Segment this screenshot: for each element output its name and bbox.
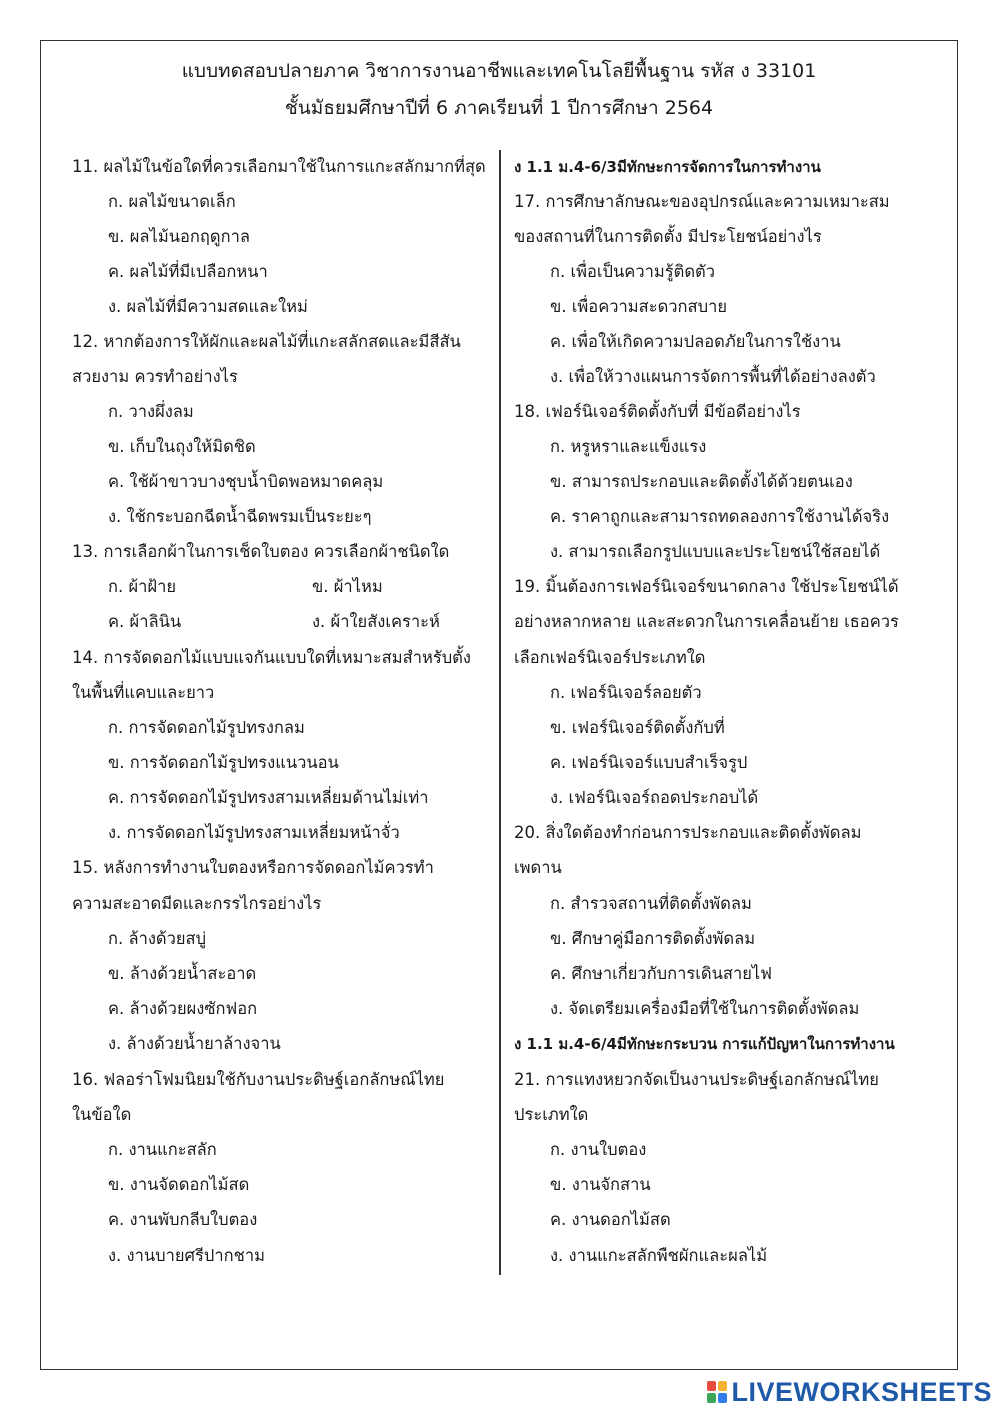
q21-option-c[interactable]: ค. งานดอกไม้สด	[550, 1210, 671, 1229]
question-13: 13. การเลือกผ้าในการเช็ดใบตอง ควรเลือกผ้าชนิดใด	[72, 542, 450, 561]
q17-option-b[interactable]: ข. เพื่อความสะดวกสบาย	[550, 297, 728, 316]
q12-option-c[interactable]: ค. ใช้ผ้าขาวบางชุบน้ำบิดพอหมาดคลุม	[108, 472, 384, 491]
q13-option-a[interactable]: ก. ผ้าฝ้าย	[108, 577, 177, 596]
question-19-cont: อย่างหลากหลาย และสะดวกในการเคลื่อนย้าย เธอควร	[514, 612, 899, 631]
exam-subtitle: ชั้นมัธยมศึกษาปีที่ 6 ภาคเรียนที่ 1 ปีการศึกษา 2564	[284, 97, 714, 119]
question-19-cont2: เลือกเฟอร์นิเจอร์ประเภทใด	[514, 648, 706, 667]
q11-option-c[interactable]: ค. ผลไม้ที่มีเปลือกหนา	[108, 262, 268, 281]
q16-option-a[interactable]: ก. งานแกะสลัก	[108, 1140, 217, 1159]
q18-option-a[interactable]: ก. หรูหราและแข็งแรง	[550, 437, 707, 456]
question-18: 18. เฟอร์นิเจอร์ติดตั้งกับที่ มีข้อดีอย่างไร	[514, 402, 801, 421]
q18-option-c[interactable]: ค. ราคาถูกและสามารถทดลองการใช้งานได้จริง	[550, 507, 890, 526]
q20-option-d[interactable]: ง. จัดเตรียมเครื่องมือที่ใช้ในการติดตั้งพัดลม	[550, 999, 860, 1018]
q21-option-a[interactable]: ก. งานใบตอง	[550, 1140, 647, 1159]
q14-option-a[interactable]: ก. การจัดดอกไม้รูปทรงกลม	[108, 718, 305, 737]
q16-option-c[interactable]: ค. งานพับกลีบใบตอง	[108, 1210, 258, 1229]
question-21: 21. การแทงหยวกจัดเป็นงานประดิษฐ์เอกลักษณ์ไทย	[514, 1070, 879, 1089]
liveworksheets-logo[interactable]	[707, 1377, 992, 1407]
q13-option-d[interactable]: ง. ผ้าใยสังเคราะห์	[312, 612, 440, 631]
question-15: 15. หลังการทำงานใบตองหรือการจัดดอกไม้ควรทำ	[72, 858, 434, 877]
question-14: 14. การจัดดอกไม้แบบแจกันแบบใดที่เหมาะสมสำหรับตั้ง	[72, 648, 471, 667]
q12-option-d[interactable]: ง. ใช้กระบอกฉีดน้ำฉีดพรมเป็นระยะๆ	[108, 507, 372, 526]
q14-option-b[interactable]: ข. การจัดดอกไม้รูปทรงแนวนอน	[108, 753, 339, 772]
q13-option-b[interactable]: ข. ผ้าไหม	[312, 577, 383, 596]
q11-option-d[interactable]: ง. ผลไม้ที่มีความสดและใหม่	[108, 297, 308, 316]
q14-option-c[interactable]: ค. การจัดดอกไม้รูปทรงสามเหลี่ยมด้านไม่เท่า	[108, 788, 429, 807]
q18-option-b[interactable]: ข. สามารถประกอบและติดตั้งได้ด้วยตนเอง	[550, 472, 853, 491]
q21-option-b[interactable]: ข. งานจักสาน	[550, 1175, 651, 1194]
q17-option-a[interactable]: ก. เพื่อเป็นความรู้ติดตัว	[550, 262, 716, 281]
logo-text: LIVEWORKSHEETS	[731, 1376, 992, 1407]
column-divider	[499, 150, 501, 1275]
q21-option-d[interactable]: ง. งานแกะสลักพืชผักและผลไม้	[550, 1246, 768, 1265]
q11-option-b[interactable]: ข. ผลไม้นอกฤดูกาล	[108, 227, 250, 246]
question-16-cont: ในข้อใด	[72, 1105, 132, 1124]
logo-mark-icon	[707, 1381, 727, 1403]
q16-option-d[interactable]: ง. งานบายศรีปากชาม	[108, 1246, 265, 1265]
question-16: 16. ฟลอร่าโฟมนิยมใช้กับงานประดิษฐ์เอกลักษณ์ไทย	[72, 1070, 445, 1089]
question-20-cont: เพดาน	[514, 858, 562, 877]
q18-option-d[interactable]: ง. สามารถเลือกรูปแบบและประโยชน์ใช้สอยได้	[550, 542, 881, 561]
exam-title: แบบทดสอบปลายภาค วิชาการงานอาชีพและเทคโนโลยีพื้นฐาน รหัส ง 33101	[181, 60, 817, 82]
q19-option-d[interactable]: ง. เฟอร์นิเจอร์ถอดประกอบได้	[550, 788, 759, 807]
q13-option-c[interactable]: ค. ผ้าลินิน	[108, 612, 182, 631]
question-20: 20. สิ่งใดต้องทำก่อนการประกอบและติดตั้งพัดลม	[514, 823, 862, 842]
q15-option-a[interactable]: ก. ล้างด้วยสบู่	[108, 929, 207, 948]
question-12: 12. หากต้องการให้ผักและผลไม้ที่แกะสลักสดและมีสีสัน	[72, 332, 461, 351]
q16-option-b[interactable]: ข. งานจัดดอกไม้สด	[108, 1175, 250, 1194]
q15-option-c[interactable]: ค. ล้างด้วยผงซักฟอก	[108, 999, 258, 1018]
question-21-cont: ประเภทใด	[514, 1105, 589, 1124]
q19-option-a[interactable]: ก. เฟอร์นิเจอร์ลอยตัว	[550, 683, 702, 702]
q20-option-c[interactable]: ค. ศึกษาเกี่ยวกับการเดินสายไฟ	[550, 964, 772, 983]
q19-option-c[interactable]: ค. เฟอร์นิเจอร์แบบสำเร็จรูป	[550, 753, 748, 772]
q20-option-a[interactable]: ก. สำรวจสถานที่ติดตั้งพัดลม	[550, 894, 752, 913]
q17-option-d[interactable]: ง. เพื่อให้วางแผนการจัดการพื้นที่ได้อย่างลงตัว	[550, 367, 876, 386]
q15-option-b[interactable]: ข. ล้างด้วยน้ำสะอาด	[108, 964, 257, 983]
q15-option-d[interactable]: ง. ล้างด้วยน้ำยาล้างจาน	[108, 1034, 281, 1053]
q11-option-a[interactable]: ก. ผลไม้ขนาดเล็ก	[108, 192, 236, 211]
q14-option-d[interactable]: ง. การจัดดอกไม้รูปทรงสามเหลี่ยมหน้าจั่ว	[108, 823, 400, 842]
q12-option-b[interactable]: ข. เก็บในถุงให้มิดชิด	[108, 437, 256, 456]
question-17-cont: ของสถานที่ในการติดตั้ง มีประโยชน์อย่างไร	[514, 227, 822, 246]
q12-option-a[interactable]: ก. วางผึ่งลม	[108, 402, 194, 421]
question-19: 19. มิ้นต้องการเฟอร์นิเจอร์ขนาดกลาง ใช้ประโยชน์ได้	[514, 577, 899, 596]
question-11: 11. ผลไม้ในข้อใดที่ควรเลือกมาใช้ในการแกะสลักมากที่สุด	[72, 157, 486, 176]
question-15-cont: ความสะอาดมีดและกรรไกรอย่างไร	[72, 894, 322, 913]
q19-option-b[interactable]: ข. เฟอร์นิเจอร์ติดตั้งกับที่	[550, 718, 725, 737]
indicator-heading-2: ง 1.1 ม.4-6/4มีทักษะกระบวน การแก้ปัญหาในการทำงาน	[514, 1035, 895, 1053]
indicator-heading-1: ง 1.1 ม.4-6/3มีทักษะการจัดการในการทำงาน	[514, 158, 821, 176]
q17-option-c[interactable]: ค. เพื่อให้เกิดความปลอดภัยในการใช้งาน	[550, 332, 841, 351]
question-12-cont: สวยงาม ควรทำอย่างไร	[72, 367, 238, 386]
q20-option-b[interactable]: ข. ศึกษาคู่มือการติดตั้งพัดลม	[550, 929, 756, 948]
question-17: 17. การศึกษาลักษณะของอุปกรณ์และความเหมาะสม	[514, 192, 890, 211]
question-14-cont: ในพื้นที่แคบและยาว	[72, 683, 215, 702]
